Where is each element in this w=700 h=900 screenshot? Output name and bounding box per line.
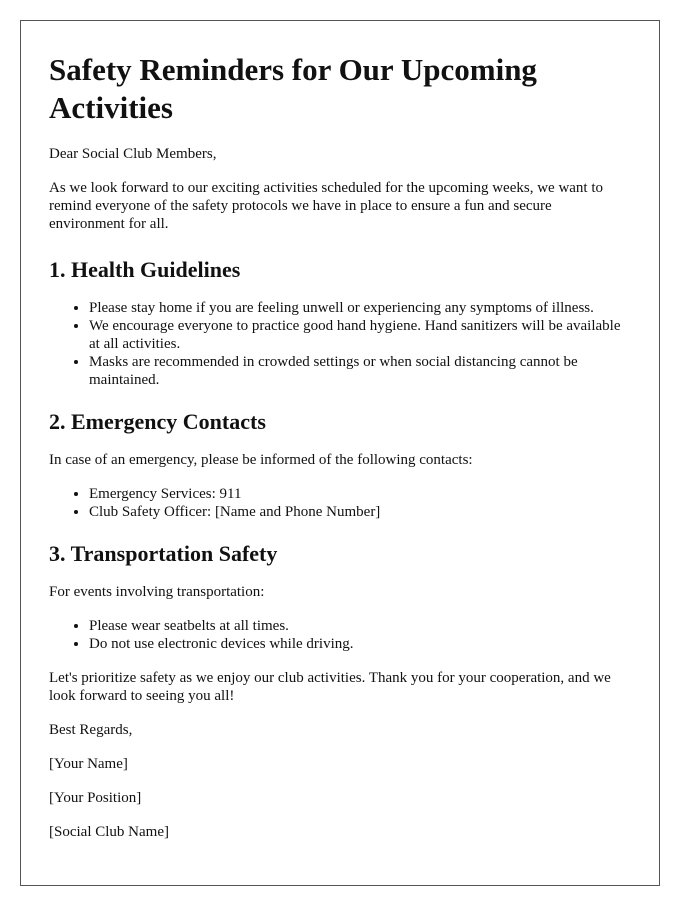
list-item: • Masks are recommended in crowded settings or when social distancing cannot be maintained. — [89, 353, 631, 389]
intro-paragraph: As we look forward to our exciting activities scheduled for the upcoming weeks, we want to remind everyone of the safety protocols we have in place to ensure a fun and secure environment for all. — [49, 180, 604, 232]
section-heading-transportation: 3. Transportation Safety — [49, 541, 278, 566]
list-item: • Please stay home if you are feeling unwell or experiencing any symptoms of illness. — [89, 299, 631, 317]
signature-position: [Your Position] — [49, 790, 142, 806]
list-item: • Do not use electronic devices while driving. — [89, 635, 631, 653]
emergency-contacts-list — [49, 485, 631, 521]
letter-title: Safety Reminders for Our Upcoming Activities — [49, 52, 537, 125]
transportation-list — [49, 617, 631, 653]
closing-paragraph: Let's prioritize safety as we enjoy our club activities. Thank you for your cooperation, and we look forward to seeing you all! — [49, 670, 611, 704]
health-guidelines-list — [49, 299, 631, 389]
section-heading-emergency: 2. Emergency Contacts — [49, 409, 266, 434]
signature-name: [Your Name] — [49, 756, 128, 772]
transportation-intro: For events involving transportation: — [49, 584, 265, 600]
signature-club: [Social Club Name] — [49, 824, 169, 840]
signoff: Best Regards, — [49, 722, 133, 738]
greeting: Dear Social Club Members, — [49, 146, 217, 162]
list-item: • We encourage everyone to practice good hand hygiene. Hand sanitizers will be available at all activities. — [89, 317, 631, 353]
list-item: • Emergency Services: 911 — [89, 485, 631, 503]
section-heading-health: 1. Health Guidelines — [49, 257, 241, 282]
list-item: • Club Safety Officer: [Name and Phone Number] — [89, 503, 631, 521]
emergency-intro: In case of an emergency, please be informed of the following contacts: — [49, 452, 473, 468]
list-item: • Please wear seatbelts at all times. — [89, 617, 631, 635]
letter — [20, 20, 660, 886]
